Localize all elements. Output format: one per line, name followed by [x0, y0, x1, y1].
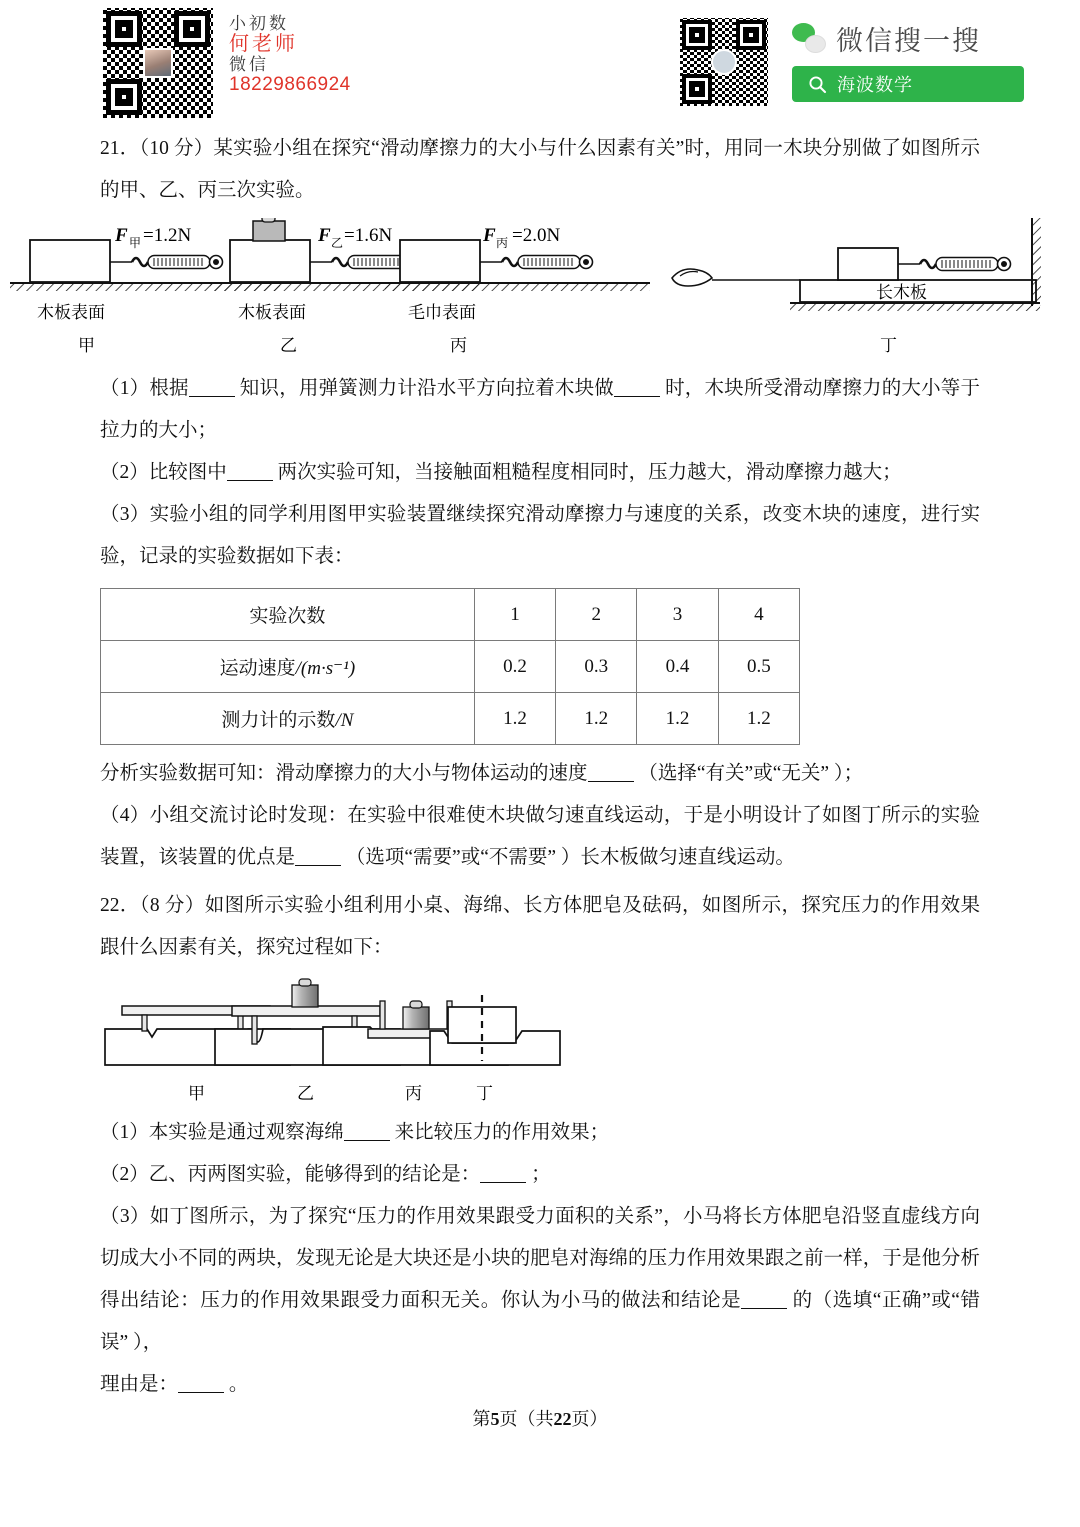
svg-text:F: F — [115, 225, 128, 246]
cell: 1.2 — [718, 693, 799, 745]
fill-in-blank — [614, 382, 660, 397]
q22-part-3-reason: 理由是： 。 — [100, 1374, 249, 1395]
search-icon — [808, 75, 827, 94]
row-label: 实验次数 — [101, 589, 475, 641]
qr-finder-top-left — [682, 20, 712, 50]
svg-text:毛巾表面: 毛巾表面 — [408, 303, 476, 322]
fill-in-blank — [295, 851, 341, 866]
qr-code-left — [103, 8, 213, 118]
figure-ding — [672, 218, 1041, 355]
q21-figure-group — [0, 218, 1080, 368]
fill-in-blank — [741, 1294, 787, 1309]
svg-text:乙: 乙 — [280, 336, 297, 355]
cell: 0.2 — [474, 641, 555, 693]
watermark-qr-block — [103, 8, 351, 118]
table-row — [101, 693, 800, 745]
svg-text:丁: 丁 — [476, 1084, 493, 1103]
figure-bing — [385, 225, 650, 355]
wechat-title-row — [792, 18, 1024, 58]
document-body — [0, 128, 1080, 1406]
q22-stem: 22．（8 分）如图所示实验小组利用小桌、海绵、长方体肥皂及砝码，如图所示，探究压力的作用效果跟什么因素有关，探究过程如下： — [100, 895, 980, 958]
q21-part-3: （3）实验小组的同学利用图甲实验装置继续探究滑动摩擦力与速度的关系，改变木块的速度，进行实验，记录的实验数据如下表： — [100, 504, 980, 567]
wechat-promo-right — [792, 18, 1024, 102]
q22-part-2: （2）乙、丙两图实验，能够得到的结论是： ； — [100, 1164, 551, 1185]
watermark-text — [229, 8, 351, 96]
footer-prefix: 第 — [472, 1409, 491, 1429]
friction-experiment-diagram — [0, 218, 1080, 368]
cell: 4 — [718, 589, 799, 641]
cell: 1.2 — [474, 693, 555, 745]
watermark-line-3: 微信 — [229, 55, 269, 75]
fill-in-blank — [178, 1378, 224, 1393]
watermark-phone: 18229866924 — [229, 74, 351, 96]
wechat-promo-block — [680, 18, 1024, 106]
watermark-line-1: 小初数 — [229, 14, 289, 33]
page-footer — [0, 1405, 1080, 1431]
svg-text:甲: 甲 — [129, 236, 142, 250]
footer-page-number: 5 — [490, 1409, 500, 1429]
fill-in-blank — [480, 1168, 526, 1183]
svg-text:=1.2N: =1.2N — [143, 225, 192, 246]
q21-analysis: 分析实验数据可知：滑动摩擦力的大小与物体运动的速度 （选择“有关”或“无关” ）； — [100, 763, 864, 784]
svg-text:木板表面: 木板表面 — [37, 303, 105, 322]
cell: 1 — [474, 589, 555, 641]
fill-in-blank — [189, 382, 235, 397]
wechat-icon — [792, 23, 826, 53]
wechat-title: 微信搜一搜 — [836, 25, 981, 56]
q21-data-table-wrap — [0, 578, 1080, 745]
q22-part-3: （3）如丁图所示，为了探究“压力的作用效果跟受力面积的关系”，小马将长方体肥皂沿竖直虚线方向切成大小不同的两块，发现无论是大块还是小块的肥皂对海绵的压力作用效果跟之前一样，于是他分析得出结论：压力的作用效果跟受力面积无关。你认为小马的做法和结论是 的（选填“正确”或“错误” ）， — [100, 1206, 980, 1353]
svg-text:F: F — [318, 225, 331, 246]
cell: 0.3 — [556, 641, 637, 693]
svg-text:乙: 乙 — [297, 1084, 314, 1103]
qr-finder-bottom-left — [682, 74, 712, 104]
cell: 3 — [637, 589, 718, 641]
cell: 0.4 — [637, 641, 718, 693]
qr-finder-top-right — [736, 20, 766, 50]
figure-22-ding — [430, 995, 560, 1103]
q21-part-2: （2）比较图中 两次实验可知，当接触面粗糙程度相同时，压力越大，滑动摩擦力越大； — [100, 462, 902, 483]
q21-data-table — [100, 588, 800, 745]
footer-suffix: 页） — [571, 1409, 608, 1429]
q22-part-1: （1）本实验是通过观察海绵 来比较压力的作用效果； — [100, 1122, 610, 1143]
cell: 1.2 — [637, 693, 718, 745]
row-label: 测力计的示数/N — [101, 693, 475, 745]
svg-text:F: F — [483, 225, 496, 246]
qr-code-wechat — [680, 18, 768, 106]
svg-text:丙: 丙 — [405, 1084, 422, 1103]
svg-text:丙: 丙 — [496, 236, 509, 250]
svg-text:丁: 丁 — [880, 336, 897, 355]
q21-part-4: （4）小组交流讨论时发现：在实验中很难使木块做匀速直线运动，于是小明设计了如图丁所示的实验装置，该装置的优点是 （选项“需要”或“不需要” ）长木板做匀速直线运动。 — [100, 805, 980, 868]
footer-mid: 页（共 — [499, 1409, 554, 1429]
table-row — [101, 641, 800, 693]
wechat-search-button[interactable] — [792, 66, 1024, 102]
page-header — [0, 0, 1080, 128]
row-label: 运动速度/(m·s⁻¹) — [101, 641, 475, 693]
qr-center-avatar — [143, 48, 173, 78]
svg-text:丙: 丙 — [450, 336, 467, 355]
svg-text:=1.6N: =1.6N — [344, 225, 393, 246]
cell: 1.2 — [556, 693, 637, 745]
fill-in-blank — [227, 466, 273, 481]
wechat-search-text: 海波数学 — [837, 75, 913, 95]
q22-figure-group — [0, 977, 1080, 1112]
svg-text:木板表面: 木板表面 — [238, 303, 306, 322]
footer-total-pages: 22 — [553, 1409, 572, 1429]
svg-text:甲: 甲 — [188, 1084, 205, 1103]
svg-text:=2.0N: =2.0N — [512, 225, 561, 246]
fill-in-blank — [588, 767, 634, 782]
qr-finder-bottom-left — [106, 79, 142, 115]
watermark-line-2: 何老师 — [229, 33, 298, 56]
svg-text:甲: 甲 — [78, 336, 95, 355]
pressure-experiment-diagram — [0, 977, 1080, 1112]
cell: 2 — [556, 589, 637, 641]
q21-part-1: （1）根据 知识，用弹簧测力计沿水平方向拉着木块做 时，木块所受滑动摩擦力的大小等于拉力的大小； — [100, 378, 980, 441]
fill-in-blank — [344, 1126, 390, 1141]
cell: 0.5 — [718, 641, 799, 693]
svg-text:乙: 乙 — [331, 236, 344, 250]
table-row — [101, 589, 800, 641]
svg-text:长木板: 长木板 — [876, 283, 927, 302]
qr-center-logo — [711, 49, 737, 75]
q21-stem: 21．（10 分）某实验小组在探究“滑动摩擦力的大小与什么因素有关”时，用同一木块分别做了如图所示的甲、乙、丙三次实验。 — [100, 138, 980, 201]
